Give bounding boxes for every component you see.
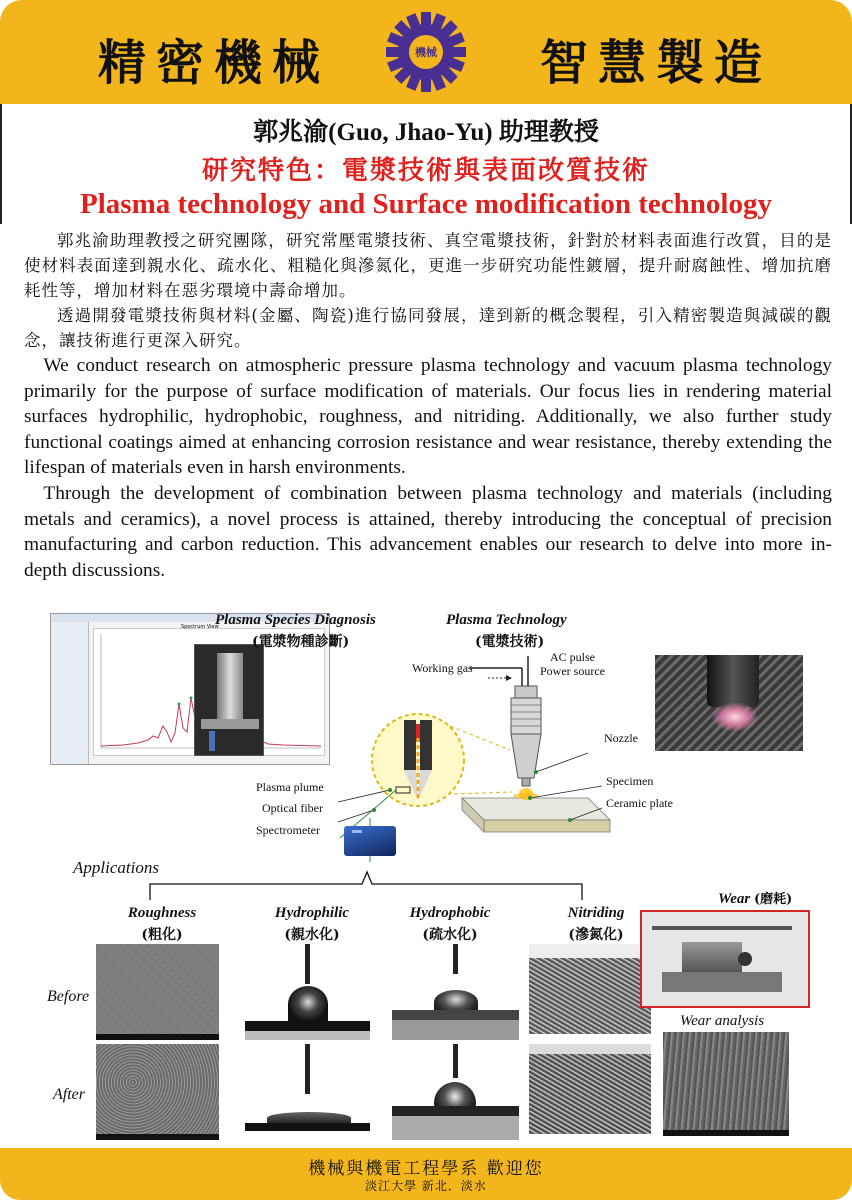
spectrometer-device	[344, 826, 396, 856]
roughness-title: Roughness	[127, 905, 197, 921]
wear-analysis-image	[663, 1032, 789, 1136]
roughness-zh: (粗化)	[141, 927, 183, 943]
roughness-before-image	[96, 944, 219, 1040]
en-paragraph-1: We conduct research on atmospheric pressure plasma technology and vacuum plasma technology primarily for the purpose of surface modification of materials. Our focus lies in rendering material surfaces hydrophilic, hydrophobic, roughness, and nitriding. Additionally, we also further study functional coatings aimed at enhancing corrosion resistance and wear resistance, thereby extending the lifespan of materials even in harsh environments.	[24, 355, 832, 479]
en-paragraph-2: Through the development of combination between plasma technology and materials (including metals and ceramics), a novel process is attained, thereby introducing the conceptual of precision manufacturing and carbon reduction. This advancement enables our research to delve into more in-depth discussions.	[24, 482, 832, 581]
label-spectrometer: Spectrometer	[256, 823, 320, 837]
header-right-title: 智慧製造	[540, 35, 773, 91]
applications-bracket	[148, 868, 586, 902]
plasma-technology-title: Plasma Technology	[446, 612, 567, 628]
wear-analysis-label: Wear analysis	[680, 1013, 765, 1029]
label-specimen: Specimen	[606, 774, 654, 788]
plasma-species-zh: (電漿物種診斷)	[252, 634, 350, 650]
wear-title	[718, 888, 792, 908]
label-ceramic-plate: Ceramic plate	[606, 796, 673, 810]
logo-text: 機械	[415, 46, 437, 59]
plasma-jet-photo	[655, 655, 803, 751]
plasma-species-title: Plasma Species Diagnosis	[215, 612, 376, 628]
footer-banner	[0, 1148, 852, 1200]
wear-title-zh: (磨耗)	[753, 892, 793, 907]
hydrophobic-title: Hydrophobic	[409, 905, 491, 921]
wear-title-en: Wear	[718, 891, 751, 907]
plasma-apparatus-diagram	[240, 650, 680, 890]
spectrum-window-title: Spectrum View	[181, 624, 219, 630]
nitriding-zh: (滲氮化)	[568, 927, 624, 943]
label-optical-fiber: Optical fiber	[262, 801, 323, 815]
department-logo	[384, 10, 468, 94]
hydrophilic-zh: (親水化)	[284, 927, 340, 943]
label-plasma-plume: Plasma plume	[256, 780, 324, 794]
header-banner	[0, 0, 852, 104]
label-ac-pulse: AC pulse	[550, 650, 595, 664]
hydrophilic-title: Hydrophilic	[274, 905, 350, 921]
footer-welcome: 機械與機電工程學系 歡迎您	[308, 1159, 544, 1179]
research-title-zh: 研究特色：電漿技術與表面改質技術	[201, 156, 650, 186]
research-title-en: Plasma technology and Surface modification technology	[80, 188, 772, 220]
nitriding-title: Nitriding	[567, 905, 625, 921]
nitriding-before-image	[529, 944, 651, 1034]
figure-area	[0, 600, 852, 1145]
before-label: Before	[47, 988, 90, 1005]
zh-paragraph-2: 透過開發電漿技術與材料(金屬、陶瓷)進行協同發展，達到新的概念製程，引入精密製造與減碳的觀念，讓技術進行更深入研究。	[24, 306, 832, 350]
nitriding-after-image	[529, 1044, 651, 1134]
applications-label: Applications	[73, 858, 159, 877]
header-left-title: 精密機械	[98, 35, 331, 91]
hydrophobic-zh: (疏水化)	[422, 927, 478, 943]
title-block	[0, 104, 852, 224]
hydrophobic-before-image	[392, 944, 519, 1040]
roughness-after-image	[96, 1044, 219, 1140]
hydrophilic-after-image	[245, 1044, 370, 1140]
wear-tester-photo	[640, 910, 810, 1008]
label-working-gas: Working gas	[412, 661, 473, 675]
hydrophilic-before-image	[245, 944, 370, 1040]
label-nozzle: Nozzle	[604, 731, 638, 745]
after-label: After	[53, 1086, 85, 1103]
body-text	[24, 228, 832, 583]
footer-location: 淡江大學 新北．淡水	[365, 1179, 487, 1193]
hydrophobic-after-image	[392, 1044, 519, 1140]
zh-paragraph-1: 郭兆渝助理教授之研究團隊，研究常壓電漿技術、真空電漿技術，針對於材料表面進行改質，目的是使材料表面達到親水化、疏水化、粗糙化與滲氮化，更進一步研究功能性鍍層，提升耐腐蝕性、增加抗磨耗性等，增加材料在惡劣環境中壽命增加。	[24, 231, 832, 300]
plasma-technology-zh: (電漿技術)	[475, 634, 545, 650]
professor-name: 郭兆渝(Guo, Jhao-Yu) 助理教授	[253, 119, 599, 146]
label-power-source: Power source	[540, 664, 605, 678]
